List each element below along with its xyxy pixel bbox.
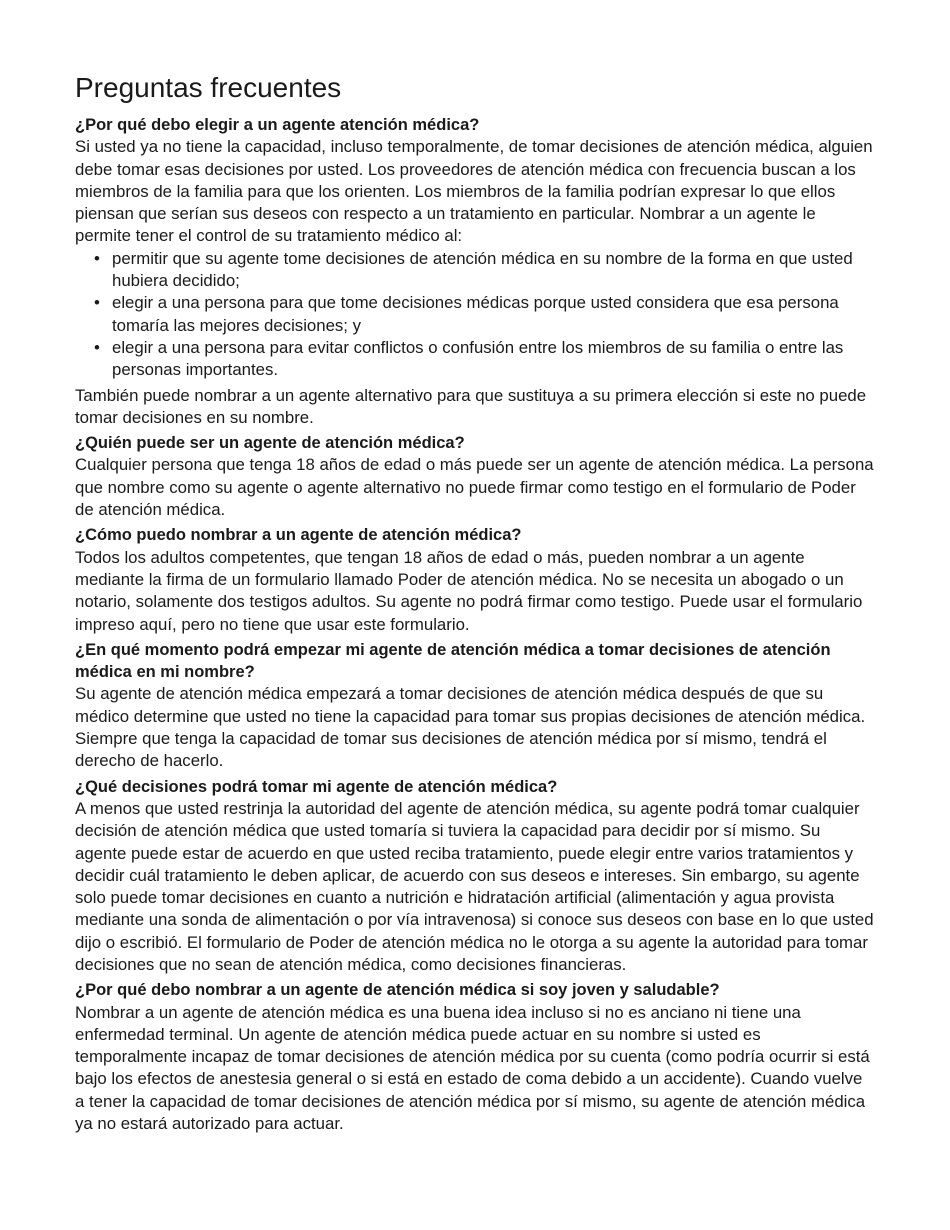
faq-question: ¿Cómo puedo nombrar a un agente de atención médica? — [75, 526, 522, 545]
faq-answer: Si usted ya no tiene la capacidad, incluso temporalmente, de tomar decisiones de atención médica, alguien debe tomar esas decisiones por usted. Los proveedores de atención médica con frecuencia buscan a los miembros de la familia para que los orienten. Los miembros de la familia podrían expresar lo que ellos piensan que serían sus deseos con respecto a un tratamiento en particular. Nombrar a un agente le permite tener el control de su tratamiento médico al: — [75, 137, 873, 246]
faq-section-when-agent-starts — [75, 639, 875, 773]
bullet-icon: • — [94, 337, 100, 357]
list-item: • elegir a una persona para que tome decisiones médicas porque usted considera que esa persona tomaría las mejores decisiones; y — [94, 293, 839, 335]
faq-answer: Nombrar a un agente de atención médica es una buena idea incluso si no es anciano ni tiene una enfermedad terminal. Un agente de atención médica puede actuar en su nombre si usted es temporalmente incapaz de tomar decisiones de atención médica por su cuenta (como podría ocurrir si está bajo los efectos de anestesia general o si está en estado de coma debido a un accidente). Cuando vuelve a tener la capacidad de tomar decisiones de atención médica por sí mismo, su agente de atención médica ya no estará autorizado para actuar. — [75, 1002, 870, 1134]
list-item: • elegir a una persona para evitar conflictos o confusión entre los miembros de su familia o entre las personas importantes. — [94, 337, 844, 380]
faq-answer: Cualquier persona que tenga 18 años de edad o más puede ser un agente de atención médica. La persona que nombre como su agente o agente alternativo no puede firmar como testigo en el formulario de Poder de atención médica. — [75, 455, 874, 520]
faq-question: ¿Qué decisiones podrá tomar mi agente de atención médica? — [75, 777, 558, 796]
list-item: • permitir que su agente tome decisiones de atención médica en su nombre de la forma en que usted hubiera decidido; — [94, 248, 853, 291]
faq-section-young-healthy — [75, 979, 875, 1135]
faq-section-who-can-be-agent — [75, 432, 875, 521]
faq-question: ¿Por qué debo elegir a un agente atención médica? — [75, 116, 480, 134]
bullet-icon: • — [94, 248, 100, 268]
faq-answer: Su agente de atención médica empezará a tomar decisiones de atención médica después de que su médico determine que usted no tiene la capacidad para tomar sus propias decisiones de atención médica. Siempre que tenga la capacidad de tomar sus decisiones de atención médica por sí mismo, tendrá el derecho de hacerlo. — [75, 684, 866, 771]
page-title: Preguntas frecuentes — [75, 72, 342, 103]
bullet-list — [75, 248, 875, 382]
faq-answer: A menos que usted restrinja la autoridad del agente de atención médica, su agente podrá tomar cualquier decisión de atención médica que usted tomaría si tuviera la capacidad para decidir por sí mismo. Su agente puede estar de acuerdo en que usted reciba tratamiento, puede elegir entre varios tratamientos y decidir cuál tratamiento le deben aplicar, de acuerdo con sus deseos e intereses. Sin embargo, su agente solo puede tomar decisiones en cuanto a nutrición e hidratación artificial (alimentación y agua provista mediante una sonda de alimentación o por vía intravenosa) si conoce sus deseos con base en lo que usted dijo o escribió. El formulario de Poder de atención médica no le otorga a su agente la autoridad para tomar decisiones que no sean de atención médica, como decisiones financieras. — [75, 798, 874, 974]
faq-section-how-to-name-agent — [75, 524, 875, 635]
faq-section-why-choose-agent — [75, 114, 875, 429]
faq-question: ¿En qué momento podrá empezar mi agente de atención médica a tomar decisiones de atención médica en mi nombre? — [75, 640, 831, 682]
faq-section-what-decisions — [75, 776, 875, 977]
bullet-icon: • — [94, 293, 100, 313]
faq-answer: Todos los adultos competentes, que tengan 18 años de edad o más, pueden nombrar a un agente mediante la firma de un formulario llamado Poder de atención médica. No se necesita un abogado o un notario, solamente dos testigos adultos. Su agente no podrá firmar como testigo. Puede usar el formulario impreso aquí, pero no tiene que usar este formulario. — [75, 547, 863, 634]
faq-question: ¿Por qué debo nombrar a un agente de atención médica si soy joven y saludable? — [75, 981, 720, 1000]
faq-question: ¿Quién puede ser un agente de atención médica? — [75, 434, 465, 453]
faq-answer-followup: También puede nombrar a un agente alternativo para que sustituya a su primera elección si este no puede tomar decisiones en su nombre. — [75, 385, 867, 427]
